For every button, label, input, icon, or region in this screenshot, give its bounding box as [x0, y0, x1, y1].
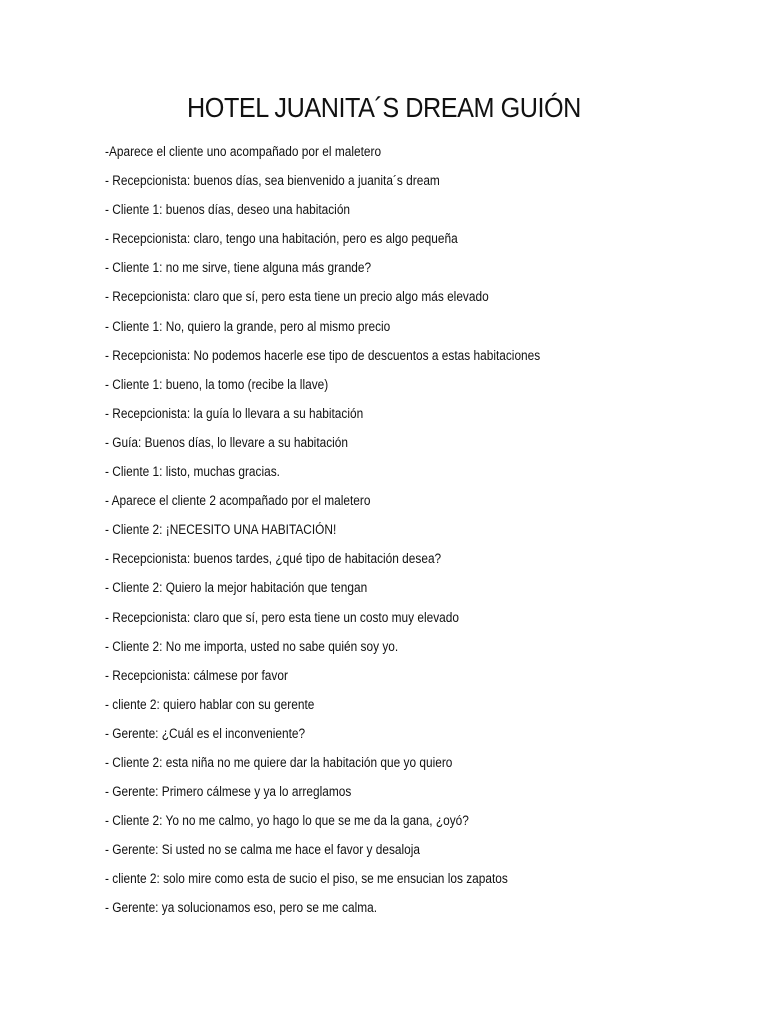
script-line: - Recepcionista: la guía lo llevara a su habitación	[105, 405, 364, 421]
script-line: - Cliente 2: ¡NECESITO UNA HABITACIÓN!	[105, 522, 337, 538]
document-title: HOTEL JUANITA´S DREAM GUIÓN	[187, 92, 581, 123]
script-line: - Cliente 1: no me sirve, tiene alguna más grande?	[105, 260, 372, 276]
script-line: - Cliente 1: bueno, la tomo (recibe la llave)	[105, 376, 329, 392]
script-line: - Cliente 1: No, quiero la grande, pero al mismo precio	[105, 318, 391, 334]
script-lines	[105, 141, 705, 927]
script-line: - Cliente 2: Yo no me calmo, yo hago lo que se me da la gana, ¿oyó?	[105, 813, 469, 829]
script-line: - cliente 2: quiero hablar con su gerente	[105, 696, 315, 712]
script-line: - Cliente 1: listo, muchas gracias.	[105, 464, 280, 480]
script-line: - Recepcionista: buenos días, sea bienvenido a juanita´s dream	[105, 173, 440, 189]
script-line: - Recepcionista: claro, tengo una habitación, pero es algo pequeña	[105, 231, 458, 247]
script-line: - Gerente: ya solucionamos eso, pero se me calma.	[105, 900, 378, 916]
script-line: - Gerente: Primero cálmese y ya lo arreglamos	[105, 784, 352, 800]
script-line: - Recepcionista: claro que sí, pero esta tiene un precio algo más elevado	[105, 289, 489, 305]
script-line: - Recepcionista: No podemos hacerle ese tipo de descuentos a estas habitaciones	[105, 347, 541, 363]
script-line: - Cliente 1: buenos días, deseo una habitación	[105, 202, 351, 218]
script-line: - Gerente: ¿Cuál es el inconveniente?	[105, 725, 306, 741]
script-line: - Cliente 2: Quiero la mejor habitación que tengan	[105, 580, 368, 596]
script-line: - cliente 2: solo mire como esta de sucio el piso, se me ensucian los zapatos	[105, 871, 508, 887]
script-line: - Recepcionista: claro que sí, pero esta tiene un costo muy elevado	[105, 609, 459, 625]
script-line: -Aparece el cliente uno acompañado por el maletero	[105, 144, 382, 159]
script-line: - Cliente 2: esta niña no me quiere dar la habitación que yo quiero	[105, 754, 453, 770]
script-line: - Cliente 2: No me importa, usted no sabe quién soy yo.	[105, 638, 399, 654]
script-line: - Guía: Buenos días, lo llevare a su habitación	[105, 434, 349, 450]
script-line: - Gerente: Si usted no se calma me hace el favor y desaloja	[105, 842, 420, 858]
script-line: - Aparece el cliente 2 acompañado por el maletero	[105, 493, 371, 509]
script-line: - Recepcionista: buenos tardes, ¿qué tipo de habitación desea?	[105, 551, 442, 567]
script-line: - Recepcionista: cálmese por favor	[105, 667, 288, 683]
